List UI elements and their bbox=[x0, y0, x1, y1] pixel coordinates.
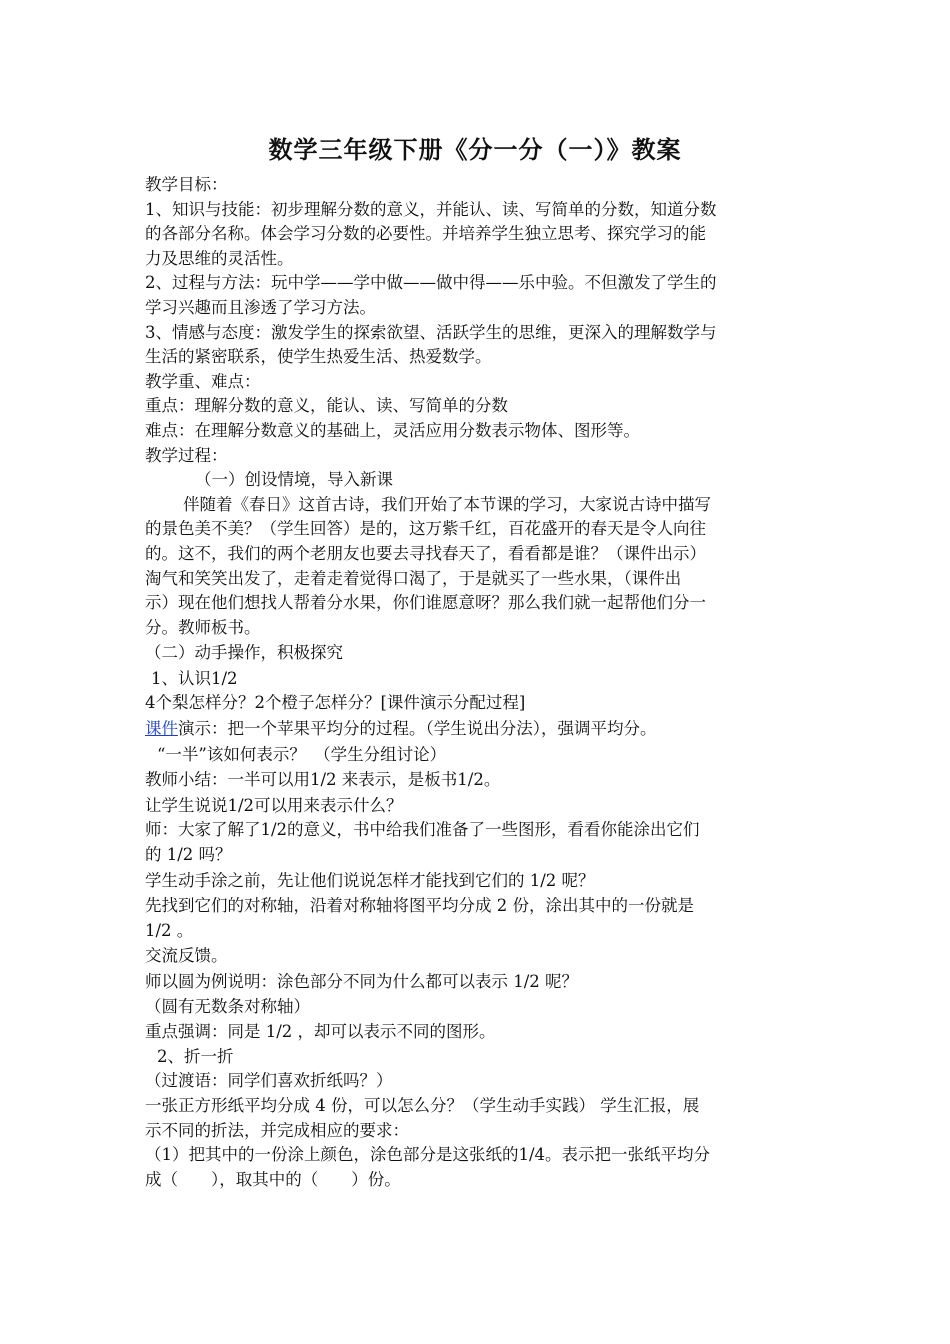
paragraph-line: 分。教师板书。 bbox=[145, 617, 261, 637]
paragraph-line: “一半”该如何表示？ （学生分组讨论） bbox=[157, 744, 447, 764]
subsection-heading: 2、折一折 bbox=[157, 1046, 234, 1066]
paragraph-line: （圆有无数条对称轴） bbox=[145, 996, 310, 1016]
paragraph-line: 学生动手涂之前，先让他们说说怎样才能找到它们的 1/2 呢？ bbox=[145, 870, 595, 890]
paragraph-line: 生活的紧密联系，使学生热爱生活、热爱数学。 bbox=[145, 347, 492, 367]
paragraph-line bbox=[145, 717, 815, 742]
paragraph-line: 师以圆为例说明：涂色部分不同为什么都可以表示 1/2 呢？ bbox=[145, 972, 579, 991]
paragraph-line: 力及思维的灵活性。 bbox=[145, 248, 294, 268]
paragraph-line: 2、过程与方法：玩中学——学中做——做中得——乐中验。不但激发了学生的 bbox=[145, 273, 717, 293]
paragraph-line: 师：大家了解了1/2的意义，书中给我们准备了一些图形，看看你能涂出它们 bbox=[145, 820, 700, 840]
paragraph-line: 示）现在他们想找人帮着分水果，你们谁愿意呀？那么我们就一起帮他们分一 bbox=[145, 593, 706, 613]
paragraph-line: 1、认识1/2 bbox=[151, 668, 238, 688]
subsection-heading: （一）创设情境，导入新课 bbox=[195, 470, 393, 490]
paragraph-line: 的。这不，我们的两个老朋友也要去寻找春天了，看看都是谁？（课件出示） bbox=[145, 543, 706, 563]
section-heading-process: 教学过程： bbox=[145, 445, 228, 465]
section-heading-key-points: 教学重、难点： bbox=[145, 371, 261, 391]
paragraph-text: 演示：把一个苹果平均分的过程。（学生说出分法），强调平均分。 bbox=[178, 719, 657, 739]
paragraph-line: 的 1/2 吗？ bbox=[145, 845, 232, 865]
paragraph-line: 重点强调：同是 1/2 ，却可以表示不同的图形。 bbox=[145, 1022, 496, 1042]
subsection-heading: （二）动手操作，积极探究 bbox=[145, 643, 343, 663]
paragraph-line: 一张正方形纸平均分成 4 份，可以怎么分？（学生动手实践） 学生汇报，展 bbox=[145, 1095, 700, 1115]
paragraph-line: 伴随着《春日》这首古诗，我们开始了本节课的学习，大家说古诗中描写 bbox=[183, 494, 711, 514]
paragraph-line: 淘气和笑笑出发了，走着走着觉得口渴了，于是就买了一些水果，（课件出 bbox=[145, 568, 682, 588]
document-body bbox=[145, 173, 815, 1192]
paragraph-line: 交流反馈。 bbox=[145, 946, 228, 966]
courseware-link[interactable]: 课件 bbox=[145, 719, 178, 739]
paragraph-line: 1/2 。 bbox=[145, 920, 194, 940]
paragraph-line: 学习兴趣而且渗透了学习方法。 bbox=[145, 297, 376, 317]
paragraph-line: 的景色美不美？（学生回答）是的，这万紫千红，百花盛开的春天是令人向往 bbox=[145, 519, 706, 539]
paragraph-line: 难点：在理解分数意义的基础上，灵活应用分数表示物体、图形等。 bbox=[145, 420, 640, 440]
paragraph-line: 4个梨怎样分？2个橙子怎样分？[课件演示分配过程] bbox=[145, 693, 526, 713]
paragraph-line: 3、情感与态度：激发学生的探索欲望、活跃学生的思维，更深入的理解数学与 bbox=[145, 322, 717, 342]
paragraph-line: 1、知识与技能：初步理解分数的意义，并能认、读、写简单的分数，知道分数 bbox=[145, 199, 717, 219]
paragraph-line: 的各部分名称。体会学习分数的必要性。并培养学生独立思考、探究学习的能 bbox=[145, 224, 706, 244]
document-title: 数学三年级下册《分一分（一）》教案 bbox=[268, 136, 682, 164]
paragraph-line: 让学生说说1/2可以用来表示什么？ bbox=[145, 795, 403, 815]
paragraph-line: 教师小结：一半可以用1/2 来表示，是板书1/2。 bbox=[145, 770, 501, 790]
paragraph-line: 先找到它们的对称轴，沿着对称轴将图平均分成 2 份，涂出其中的一份就是 bbox=[145, 896, 694, 916]
section-heading-objectives: 教学目标： bbox=[145, 175, 228, 194]
paragraph-line: （1）把其中的一份涂上颜色，涂色部分是这张纸的1/4。表示把一张纸平均分 bbox=[145, 1145, 711, 1165]
paragraph-line: 重点：理解分数的意义，能认、读、写简单的分数 bbox=[145, 396, 508, 416]
paragraph-line: 示不同的折法，并完成相应的要求： bbox=[145, 1120, 409, 1140]
paragraph-line: （过渡语：同学们喜欢折纸吗？） bbox=[145, 1071, 393, 1091]
paragraph-line: 成（ ），取其中的（ ）份。 bbox=[145, 1169, 401, 1189]
